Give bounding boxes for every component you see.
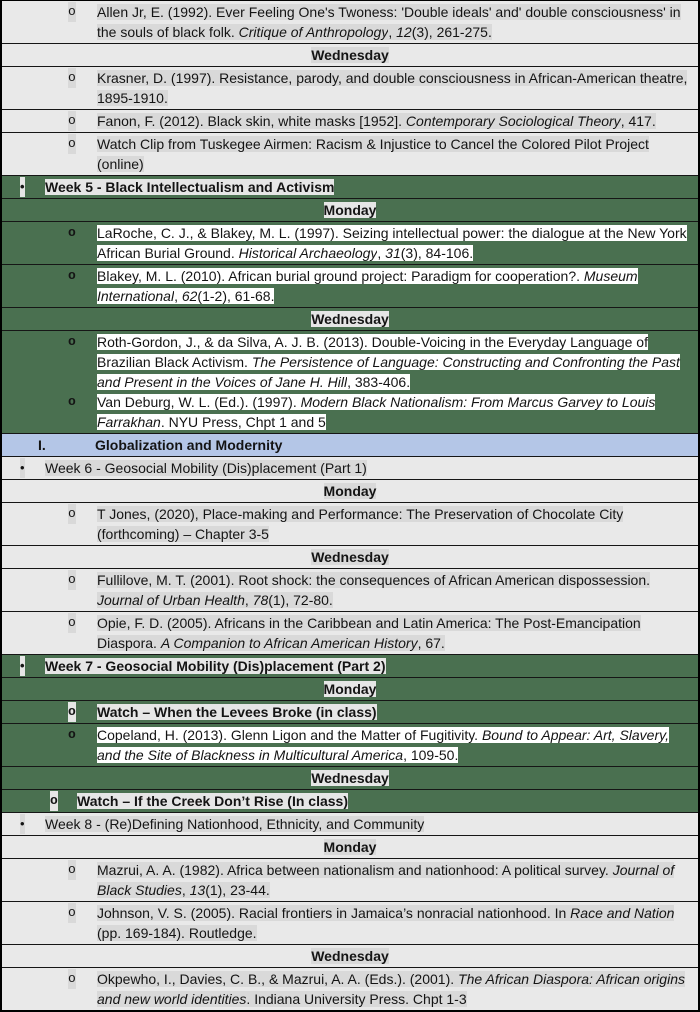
citation-item [68,223,688,263]
citation-text: Fanon, F. (2012). Black skin, white masks [1952]. [97,113,406,129]
circle-bullet-icon: o [68,134,76,154]
day-header-row [2,677,698,700]
citation-italic-text: 31 [385,245,401,261]
circle-bullet-icon: o [68,504,76,524]
day-header-label: Wednesday [311,549,389,565]
circle-bullet-icon: o [50,791,58,811]
week-row [2,812,698,835]
citation-text: T Jones, (2020), Place-making and Performance: The Preservation of Chocolate City (forthcoming) – Chapter 3-5 [97,506,624,542]
day-header-label: Monday [323,681,377,697]
citation-item [68,504,688,544]
citation-text: Opie, F. D. (2005). Africans in the Caribbean and Latin America: The Post-Emancipation Diaspora. [97,615,641,651]
day-header-row [2,479,698,502]
citation-italic-text: The Persistence of Language: Constructing and Confronting the Past and Present in the Voices of Jane H. Hill [97,354,680,390]
citation-text: Copeland, H. (2013). Glenn Ligon and the Matter of Fugitivity. [97,727,482,743]
citation-text: Mazrui, A. A. (1982). Africa between nationalism and nationhood: A political survey. [97,862,613,878]
circle-bullet-icon: o [68,225,76,240]
watch-item-row [2,700,698,723]
citation-text: (1), 23-44. [205,882,270,898]
citation-row [2,723,698,766]
disc-bullet-icon: • [20,458,25,478]
citation-text: , 109-50. [403,747,459,763]
citation-italic-text: Historical Archaeology [238,245,378,261]
citation-text: Krasner, D. (1997). Resistance, parody, and double consciousness in African-American theatre, 1895-1910. [97,70,688,106]
day-header-row [2,307,698,330]
section-header-row [2,433,698,456]
day-header-row [2,944,698,967]
citation-italic-text: Race and Nation [570,905,675,921]
citation-italic-text: Journal of Urban Health [97,592,245,608]
citation-text: LaRoche, C. J., & Blakey, M. L. (1997). Seizing intellectual power: the dialogue at the New York African Burial Ground. [97,225,687,261]
citation-italic-text: Journal of Black Studies [97,862,675,898]
citation-text: Van Deburg, W. L. (Ed.). (1997). [97,394,301,410]
day-header-label: Wednesday [311,770,389,786]
section-title: Globalization and Modernity [95,437,283,453]
citation-text: , [174,288,182,304]
citation-text: , 417. [620,113,656,129]
citation-item [68,613,688,653]
day-header-label: Monday [323,202,377,218]
citation-italic-text: Contemporary Sociological Theory [405,113,621,129]
citation-row [2,264,698,307]
citation-text: Blakey, M. L. (2010). African burial ground project: Paradigm for cooperation?. [97,268,584,284]
circle-bullet-icon: o [68,702,76,722]
citation-text: (pp. 169-184). Routledge. [97,925,257,941]
citation-row [2,330,698,433]
citation-text: (3), 84-106. [400,245,474,261]
week-row [2,654,698,677]
day-header-label: Wednesday [311,47,389,63]
citation-row [2,901,698,944]
citation-text: , [244,592,253,608]
citation-italic-text: 78 [252,592,269,608]
citation-text: , [377,245,386,261]
disc-bullet-icon: • [20,656,25,676]
circle-bullet-icon: o [68,334,76,349]
citation-row [2,66,698,109]
citation-text: Johnson, V. S. (2005). Racial frontiers in Jamaica’s nonracial nationhood. In [97,905,571,921]
citation-row [2,221,698,264]
week-title: Week 5 - Black Intellectualism and Activism [45,179,335,195]
citation-italic-text: Museum International [97,268,638,304]
citation-row [2,858,698,901]
disc-bullet-icon: • [20,814,25,834]
citation-italic-text: Critique of Anthropology [238,24,389,40]
citation-text: (1-2), 61-68. [197,288,275,304]
citation-row [2,502,698,545]
week-title: Week 8 - (Re)Defining Nationhood, Ethnicity, and Community [45,816,425,832]
citation-text: , 67. [417,635,445,651]
circle-bullet-icon: o [68,613,76,633]
citation-item [68,860,688,900]
citation-row [2,568,698,611]
citation-item [68,134,688,174]
section-numeral: I. [38,437,46,453]
day-header-row [2,198,698,221]
citation-row [2,967,698,1010]
citation-italic-text: 62 [181,288,198,304]
citation-row [2,1,698,43]
watch-item-label: Watch – If the Creek Don’t Rise (In class) [77,793,348,809]
day-header-row [2,766,698,789]
citation-item [68,2,688,42]
citation-row [2,109,698,132]
citation-text: (1), 72-80. [268,592,333,608]
citation-row [2,611,698,654]
circle-bullet-icon: o [68,68,76,88]
day-header-row [2,835,698,858]
citation-item [68,392,688,432]
citation-text: Roth-Gordon, J., & da Silva, A. J. B. (2013). Double-Voicing in the Everyday Language of Brazilian Black Activism. [97,334,648,370]
disc-bullet-icon: • [20,177,25,197]
week-title: Week 7 - Geosocial Mobility (Dis)placement (Part 2) [45,658,386,674]
day-header-row [2,43,698,66]
citation-item [68,570,688,610]
citation-item [68,266,688,306]
citation-italic-text: 12 [396,24,412,40]
citation-italic-text: Bound to Appear: Art, Slavery, and the Site of Blackness in Multicultural America [97,727,669,763]
week-row [2,175,698,198]
week-title: Week 6 - Geosocial Mobility (Dis)placement (Part 1) [45,460,367,476]
watch-item-label: Watch – When the Levees Broke (in class) [97,704,377,720]
citation-italic-text: Modern Black Nationalism: From Marcus Garvey to Louis Farrakhan [97,394,656,430]
day-header-label: Monday [323,483,377,499]
circle-bullet-icon: o [68,570,76,590]
citation-text: . Indiana University Press. Chpt 1-3 [246,991,467,1007]
citation-text: Allen Jr, E. (1992). Ever Feeling One's Twoness: 'Double ideals' and' double consciousness' in the souls of black folk. [97,4,681,40]
citation-text: (3), 261-275. [411,24,492,40]
citation-italic-text: The African Diaspora: African origins and new world identities [97,971,685,1007]
citation-item [68,332,688,392]
citation-row [2,132,698,175]
citation-text: Watch Clip from Tuskegee Airmen: Racism & Injustice to Cancel the Colored Pilot Project (online) [97,136,649,172]
citation-text: . NYU Press, Chpt 1 and 5 [160,414,326,430]
circle-bullet-icon: o [68,268,76,283]
day-header-label: Wednesday [311,948,389,964]
citation-italic-text: 13 [189,882,206,898]
day-header-label: Wednesday [311,311,389,327]
citation-item [68,903,688,943]
circle-bullet-icon: o [68,903,76,923]
circle-bullet-icon: o [68,394,76,409]
watch-item-row [2,789,698,812]
citation-text: , 383-406. [347,374,411,390]
citation-item [68,969,688,1009]
citation-item [68,68,688,108]
circle-bullet-icon: o [68,111,76,131]
circle-bullet-icon: o [68,969,76,989]
citation-text: , [181,882,190,898]
week-row [2,456,698,479]
citation-italic-text: A Companion to African American History [160,635,418,651]
citation-item [68,725,688,765]
day-header-row [2,545,698,568]
citation-text: Fullilove, M. T. (2001). Root shock: the consequences of African American dispossession. [97,572,651,588]
circle-bullet-icon: o [68,727,76,742]
circle-bullet-icon: o [68,860,76,880]
citation-text: , [388,24,397,40]
day-header-label: Monday [323,839,377,855]
circle-bullet-icon: o [68,2,76,22]
citation-text: Okpewho, I., Davies, C. B., & Mazrui, A. A. (Eds.). (2001). [97,971,459,987]
citation-item [68,111,688,131]
